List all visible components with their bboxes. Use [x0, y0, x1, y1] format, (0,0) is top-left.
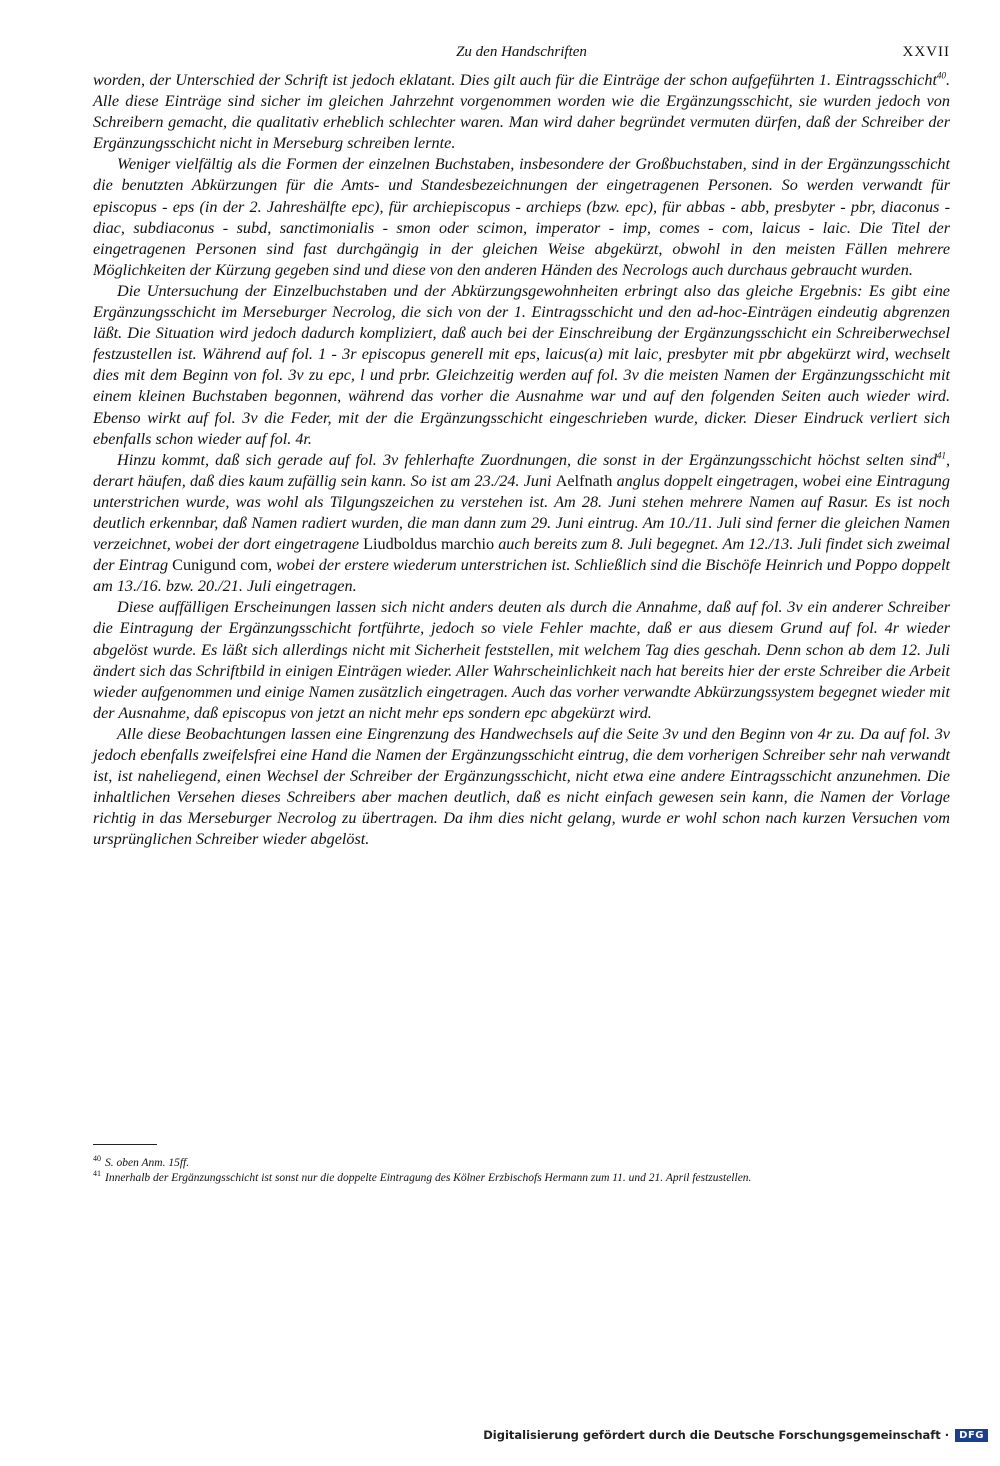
text-run: Hinzu kommt, daß sich gerade auf fol. 3v fehlerhafte Zuordnungen, die sonst in der Ergänzungsschicht höchst selten sind [117, 450, 937, 469]
dfg-credit-text: Digitalisierung gefördert durch die Deutsche Forschungsgemeinschaft · [483, 1428, 950, 1442]
dfg-credit [483, 1426, 988, 1444]
text-run: Alle diese Beobachtungen lassen eine Eingrenzung des Handwechsels auf die Seite 3v und den Beginn von 4r zu. Da auf fol. 3v jedoch ebenfalls zweifelsfrei eine Hand die Namen der Ergänzungsschicht eintrug, die dem vorherigen Schreiber sehr nah verwandt ist, ist naheliegend, einen Wechsel der Schreiber der Ergänzungsschicht, nicht etwa eine andere Eintragsschicht anzunehmen. Die inhaltlichen Versehen dieses Schreibers aber machen deutlich, daß es nicht einfach gewesen sein kann, die Namen der Vorlage richtig in das Merseburger Necrolog zu übertragen. Da ihm dies nicht gelang, wurde er wohl schon nach kurzen Versuchen vom ursprünglichen Schreiber wieder abgelöst. [93, 724, 950, 849]
footnote-separator [93, 1144, 157, 1145]
footnote: $^{41}$ Innerhalb der Ergänzungsschicht ist sonst nur die doppelte Eintragung des Kölner Erzbischofs Hermann zum 11. und 21. April festzustellen. [93, 1169, 752, 1184]
upright-name: Aelfnath [555, 471, 613, 490]
paragraph [93, 724, 950, 851]
paragraph [93, 70, 950, 154]
paragraph [93, 154, 950, 281]
running-header [93, 44, 950, 68]
footnote-ref: 40 [936, 70, 946, 81]
page-number: XXVII [902, 44, 950, 60]
text-run: , wobei der erstere wiederum unterstrichen ist. Schließlich sind die Bischöfe Heinrich und Poppo doppelt am 13./16. bzw. 20./21. Juli eingetragen. [93, 556, 951, 596]
paragraph [93, 597, 950, 724]
text-run: Diese auffälligen Erscheinungen lassen sich nicht anders deuten als durch die Annahme, daß auf fol. 3v ein anderer Schreiber die Eintragung der Ergänzungsschicht fortführte, jedoch so viele Fehler machte, daß er aus diesem Grund auf fol. 4r wieder abgelöst wurde. Es läßt sich allerdings nicht mit Sicherheit feststellen, mit welchem Tag dies geschah. Denn schon ab dem 12. Juli ändert sich das Schriftbild in einigen Einträgen wieder. Aller Wahrscheinlichkeit nach hat bereits hier der erste Schreiber die Arbeit wieder aufgenommen und einige Namen zusätzlich eingetragen. Auch das vorher verwandte Abkürzungssystem begegnet wieder mit der Ausnahme, daß episcopus von jetzt an nicht mehr eps sondern epc abgekürzt wird. [93, 598, 950, 722]
upright-name: Liudboldus marchio [363, 535, 495, 554]
dfg-logo: DFG [955, 1429, 988, 1442]
text-run: Die Untersuchung der Einzelbuchstaben und der Abkürzungsgewohnheiten erbringt also das gleiche Ergebnis: Es gibt eine Ergänzungsschicht im Merseburger Necrolog, die sich von der 1. Eintragsschicht und den ad-hoc-Einträgen eindeutig abgrenzen läßt. Die Situation wird jedoch dadurch kompliziert, daß auch bei der Einschreibung der Ergänzungsschicht ein Schreiberwechsel festzustellen ist. Während auf fol. 1 - 3r episcopus generell mit eps, laicus(a) mit laic, presbyter mit pbr abgekürzt wird, wechselt dies mit dem Beginn von fol. 3v zu epc, l und prbr. Gleichzeitig werden auf fol. 3v die meisten Namen der Ergänzungsschicht mit einem kleinen Buchstaben begonnen, während das vorher die Ausnahme war und auf den folgenden Seiten auch wieder wird. Ebenso wirkt auf fol. 3v die Feder, mit der die Ergänzungsschicht eingeschrieben wurde, dicker. Dieser Eindruck verliert sich ebenfalls schon wieder auf fol. 4r. [93, 281, 950, 448]
text-run: auch bereits zum 8. Juli begegnet. Am 12./13. Juli findet sich zweimal der Eintrag [93, 535, 951, 575]
upright-name: Cunigund com [172, 556, 268, 575]
running-title: Zu den Handschriften [456, 44, 587, 60]
footnote-text: S. oben Anm. 15ff. [105, 1157, 190, 1169]
paragraph [93, 450, 950, 598]
text-run: worden, der Unterschied der Schrift ist jedoch eklatant. Dies gilt auch für die Einträge der schon aufgeführten 1. Eintragsschicht [93, 71, 937, 89]
text-run: Weniger vielfältig als die Formen der einzelnen Buchstaben, insbesondere der Großbuchstaben, sind in der Ergänzungsschicht die benutzten Abkürzungen für die Amts- und Standesbezeichnungen der eingetragenen Personen. So werden verwandt für episcopus - eps (in der 2. Jahreshälfte epc), für archiepiscopus - archieps (bzw. epc), für abbas - abb, presbyter - pbr, diaconus - diac, subdiaconus - subd, sanctimonialis - smon oder scimon, imperator - imp, comes - com, laicus - laic. Die Titel der eingetragenen Personen sind fast durchgängig in der gleichen Weise abgekürzt, obwohl in den meisten Fällen mehrere Möglichkeiten der Kürzung gegeben sind und diese von den anderen Händen des Necrologs auch durchaus gebraucht wurden. [93, 155, 950, 279]
footnote: $^{40}$ S. oben Anm. 15ff. [93, 1154, 190, 1169]
footnote-ref: 41 [936, 450, 946, 461]
text-run: . Alle diese Einträge sind sicher im gleichen Jahrzehnt vorgenommen worden wie die Ergänzungsschicht, sie wurden jedoch von Schreibern gemacht, die qualitativ erheblich schlechter waren. Man wird daher begründet vermuten dürfen, daß der Schreiber der Ergänzungsschicht nicht in Merseburg schreiben lernte. [93, 71, 950, 153]
text-run: , derart häufen, daß dies kaum zufällig sein kann. So ist am 23./24. Juni [93, 450, 950, 490]
footnotes [93, 1156, 943, 1186]
paragraph [93, 281, 950, 450]
footnote-text: Innerhalb der Ergänzungsschicht ist sonst nur die doppelte Eintragung des Kölner Erzbischofs Hermann zum 11. und 21. April festzustellen. [105, 1172, 752, 1184]
text-run: anglus doppelt eingetragen, wobei eine Eintragung unterstrichen wurde, was wohl als Tilgungszeichen zu verstehen ist. Am 28. Juni stehen mehrere Namen auf Rasur. Es ist noch deutlich erkennbar, daß Namen radiert wurden, die man dann zum 29. Juni eintrug. Am 10./11. Juli sind ferner die gleichen Namen verzeichnet, wobei der dort eingetragene [93, 471, 950, 554]
main-text [93, 70, 950, 850]
